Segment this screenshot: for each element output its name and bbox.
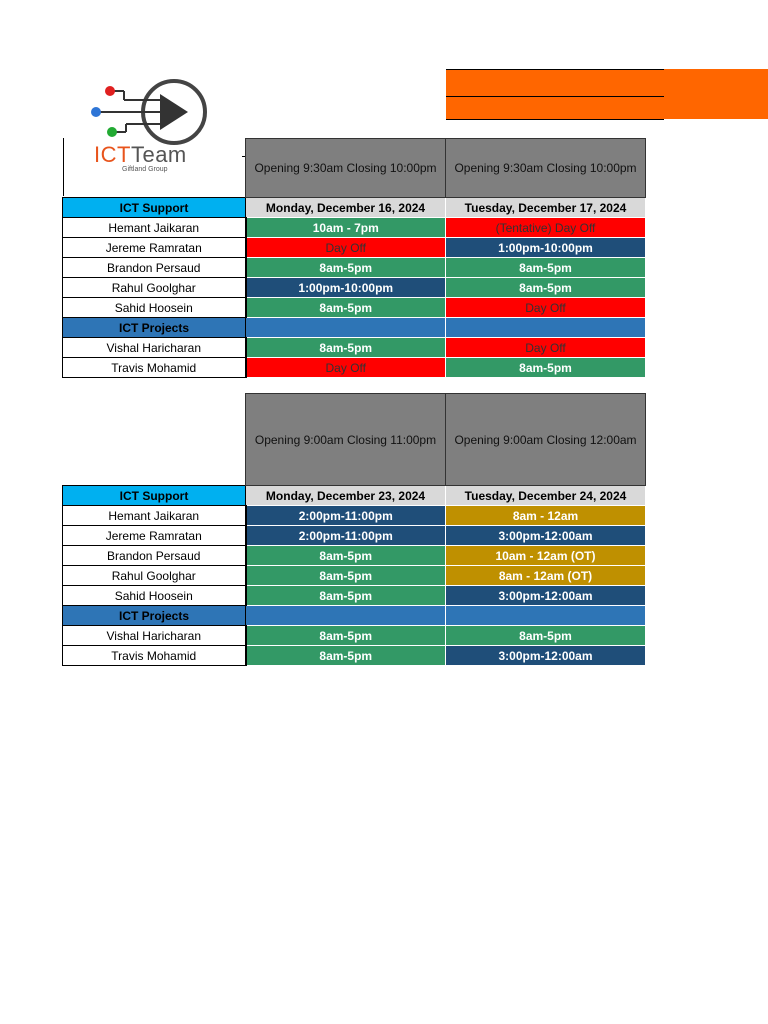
staff-name: Sahid Hoosein	[63, 298, 246, 318]
staff-name: Brandon Persaud	[63, 258, 246, 278]
shift-cell: 1:00pm-10:00pm	[246, 278, 446, 298]
staff-name: Travis Mohamid	[63, 358, 246, 378]
shift-cell: 2:00pm-11:00pm	[246, 506, 446, 526]
staff-name: Jereme Ramratan	[63, 526, 246, 546]
shift-cell: Day Off	[246, 358, 446, 378]
shift-cell: Day Off	[246, 238, 446, 258]
shift-cell: 10am - 7pm	[246, 218, 446, 238]
table-row	[63, 298, 646, 318]
shift-cell: 1:00pm-10:00pm	[446, 238, 646, 258]
table-row	[63, 218, 646, 238]
shift-cell: 8am-5pm	[246, 586, 446, 606]
staff-name: Sahid Hoosein	[63, 586, 246, 606]
table-row	[63, 626, 646, 646]
table-row	[63, 238, 646, 258]
date-header-col1: Monday, December 23, 2024	[246, 486, 446, 506]
schedule-table-week1	[62, 138, 646, 378]
staff-name: Rahul Goolghar	[63, 566, 246, 586]
orange-block-line-mid	[446, 96, 664, 97]
logo-brand-team: Team	[130, 142, 187, 167]
section-fill	[446, 606, 646, 626]
shift-cell: 8am-5pm	[446, 626, 646, 646]
staff-name: Vishal Haricharan	[63, 338, 246, 358]
table-row	[63, 566, 646, 586]
shift-cell: Day Off	[446, 338, 646, 358]
header-blank-cell	[63, 139, 246, 198]
shift-cell: 10am - 12am (OT)	[446, 546, 646, 566]
shift-cell: 8am-5pm	[446, 358, 646, 378]
shift-cell: (Tentative) Day Off	[446, 218, 646, 238]
shift-cell: 8am-5pm	[246, 646, 446, 666]
staff-name: Jereme Ramratan	[63, 238, 246, 258]
shift-cell: 8am-5pm	[446, 278, 646, 298]
table-row	[63, 646, 646, 666]
schedule-table-week2	[62, 393, 646, 666]
staff-name: Hemant Jaikaran	[63, 218, 246, 238]
shift-cell: 8am-5pm	[246, 298, 446, 318]
date-header-col2: Tuesday, December 17, 2024	[446, 198, 646, 218]
section-fill	[246, 318, 446, 338]
table-row	[63, 338, 646, 358]
shift-cell: 8am-5pm	[446, 258, 646, 278]
logo-subtitle: Giftland Group	[122, 166, 168, 173]
section-ict-support: ICT Support	[63, 486, 246, 506]
orange-header-block	[446, 69, 768, 119]
staff-name: Rahul Goolghar	[63, 278, 246, 298]
shift-cell: 8am - 12am	[446, 506, 646, 526]
shift-cell: Day Off	[446, 298, 646, 318]
hours-header-col1: Opening 9:00am Closing 11:00pm	[246, 394, 446, 486]
shift-cell: 3:00pm-12:00am	[446, 586, 646, 606]
shift-cell: 3:00pm-12:00am	[446, 526, 646, 546]
date-header-col2: Tuesday, December 24, 2024	[446, 486, 646, 506]
shift-cell: 3:00pm-12:00am	[446, 646, 646, 666]
table-row	[63, 278, 646, 298]
section-fill	[446, 318, 646, 338]
shift-cell: 8am-5pm	[246, 338, 446, 358]
section-ict-projects: ICT Projects	[63, 606, 246, 626]
table-row	[63, 546, 646, 566]
staff-name: Brandon Persaud	[63, 546, 246, 566]
shift-cell: 2:00pm-11:00pm	[246, 526, 446, 546]
table-row	[63, 258, 646, 278]
section-ict-projects: ICT Projects	[63, 318, 246, 338]
section-ict-support: ICT Support	[63, 198, 246, 218]
table-row	[63, 526, 646, 546]
shift-cell: 8am-5pm	[246, 258, 446, 278]
shift-cell: 8am-5pm	[246, 626, 446, 646]
hours-header-col1: Opening 9:30am Closing 10:00pm	[246, 139, 446, 198]
shift-cell: 8am - 12am (OT)	[446, 566, 646, 586]
shift-cell: 8am-5pm	[246, 546, 446, 566]
table-row	[63, 358, 646, 378]
logo-brand-ict: ICT	[94, 142, 131, 167]
date-header-col1: Monday, December 16, 2024	[246, 198, 446, 218]
shift-cell: 8am-5pm	[246, 566, 446, 586]
staff-name: Vishal Haricharan	[63, 626, 246, 646]
staff-name: Hemant Jaikaran	[63, 506, 246, 526]
table-row	[63, 586, 646, 606]
hours-header-col2: Opening 9:30am Closing 10:00pm	[446, 139, 646, 198]
orange-block-line-bottom	[446, 119, 664, 120]
staff-name: Travis Mohamid	[63, 646, 246, 666]
orange-block-line-top	[446, 69, 664, 70]
table-row	[63, 506, 646, 526]
section-fill	[246, 606, 446, 626]
header-blank-cell	[63, 394, 246, 486]
hours-header-col2: Opening 9:00am Closing 12:00am	[446, 394, 646, 486]
